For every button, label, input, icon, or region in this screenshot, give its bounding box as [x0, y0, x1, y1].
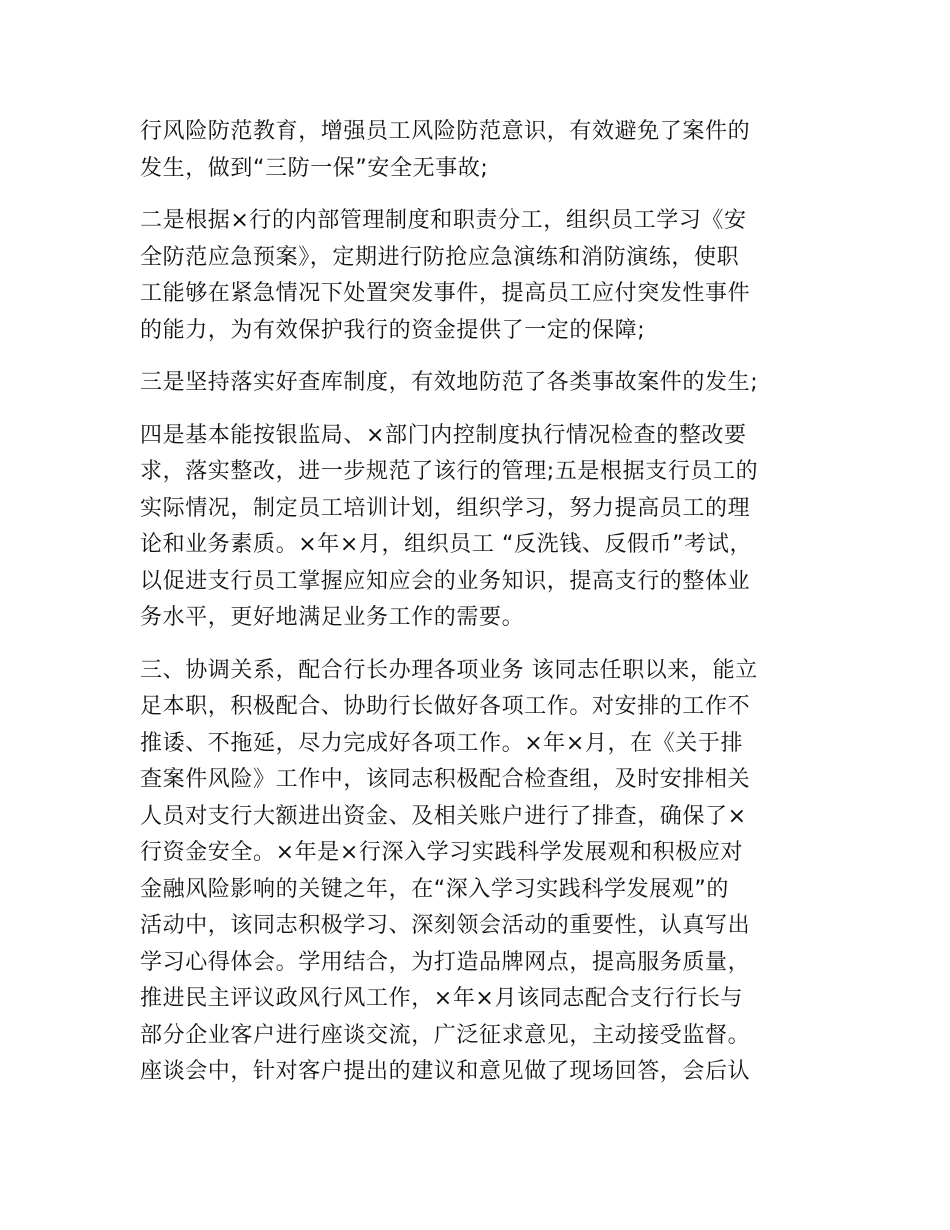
text-line: 三是坚持落实好查库制度，有效地防范了各类事故案件的发生;: [140, 370, 759, 395]
text-line: 座谈会中，针对客户提出的建议和意见做了现场回答，会后认: [140, 1059, 751, 1084]
text-line: 全防范应急预案》，定期进行防抢应急演练和消防演练，使职: [140, 244, 740, 270]
text-line: 行风险防范教育，增强员工风险防范意识，有效避免了案件的: [140, 119, 751, 144]
paragraph-safety-education: [140, 114, 820, 187]
text-line: 论和业务素质。×年×月，组织员工 “反洗钱、反假币”考试，: [140, 532, 753, 557]
text-line: 的能力，为有效保护我行的资金提供了一定的保障;: [140, 317, 646, 343]
text-line: 活动中，该同志积极学习、深刻领会活动的重要性，认真写出: [140, 913, 751, 938]
text-line: 行资金安全。×年是×行深入学习实践科学发展观和积极应对: [140, 840, 744, 865]
text-line: 推诿、不拖延，尽力完成好各项工作。×年×月，在《关于排: [140, 730, 744, 756]
text-line: 实际情况，制定员工培训计划，组织学习，努力提高员工的理: [140, 495, 751, 521]
text-line: 查案件风险》工作中，该同志积极配合检查组，及时安排相关: [140, 767, 751, 792]
text-line: 发生，做到“三防一保”安全无事故;: [140, 155, 489, 181]
text-line: 二是根据×行的内部管理制度和职责分工，组织员工学习《安: [140, 208, 747, 233]
paragraph-vault-inspection: [140, 365, 820, 402]
paragraph-coordination: [140, 653, 820, 1091]
text-line: 三、协调关系，配合行长办理各项业务 该同志任职以来，能立: [140, 657, 758, 683]
text-line: 四是基本能按银监局、×部门内控制度执行情况检查的整改要: [140, 422, 747, 448]
text-line: 人员对支行大额进出资金、及相关账户进行了排查，确保了×: [140, 803, 747, 829]
text-line: 部分企业客户进行座谈交流，广泛征求意见，主动接受监督。: [140, 1022, 751, 1048]
text-line: 务水平，更好地满足业务工作的需要。: [140, 605, 525, 630]
text-line: 足本职，积极配合、协助行长做好各项工作。对安排的工作不: [140, 694, 751, 719]
text-line: 推进民主评议政风行风工作，×年×月该同志配合支行行长与: [140, 986, 744, 1011]
text-line: 求，落实整改，进一步规范了该行的管理;五是根据支行员工的: [140, 459, 759, 484]
paragraph-emergency-plan: [140, 203, 820, 349]
paragraph-rectification-training: [140, 418, 820, 637]
text-line: 金融风险影响的关键之年，在“深入学习实践科学发展观”的: [140, 876, 729, 902]
document-body: [140, 114, 820, 1107]
text-line: 以促进支行员工掌握应知应会的业务知识，提高支行的整体业: [140, 568, 751, 594]
text-line: 学习心得体会。学用结合，为打造品牌网点，提高服务质量，: [140, 949, 751, 975]
text-line: 工能够在紧急情况下处置突发事件，提高员工应付突发性事件: [140, 281, 751, 306]
